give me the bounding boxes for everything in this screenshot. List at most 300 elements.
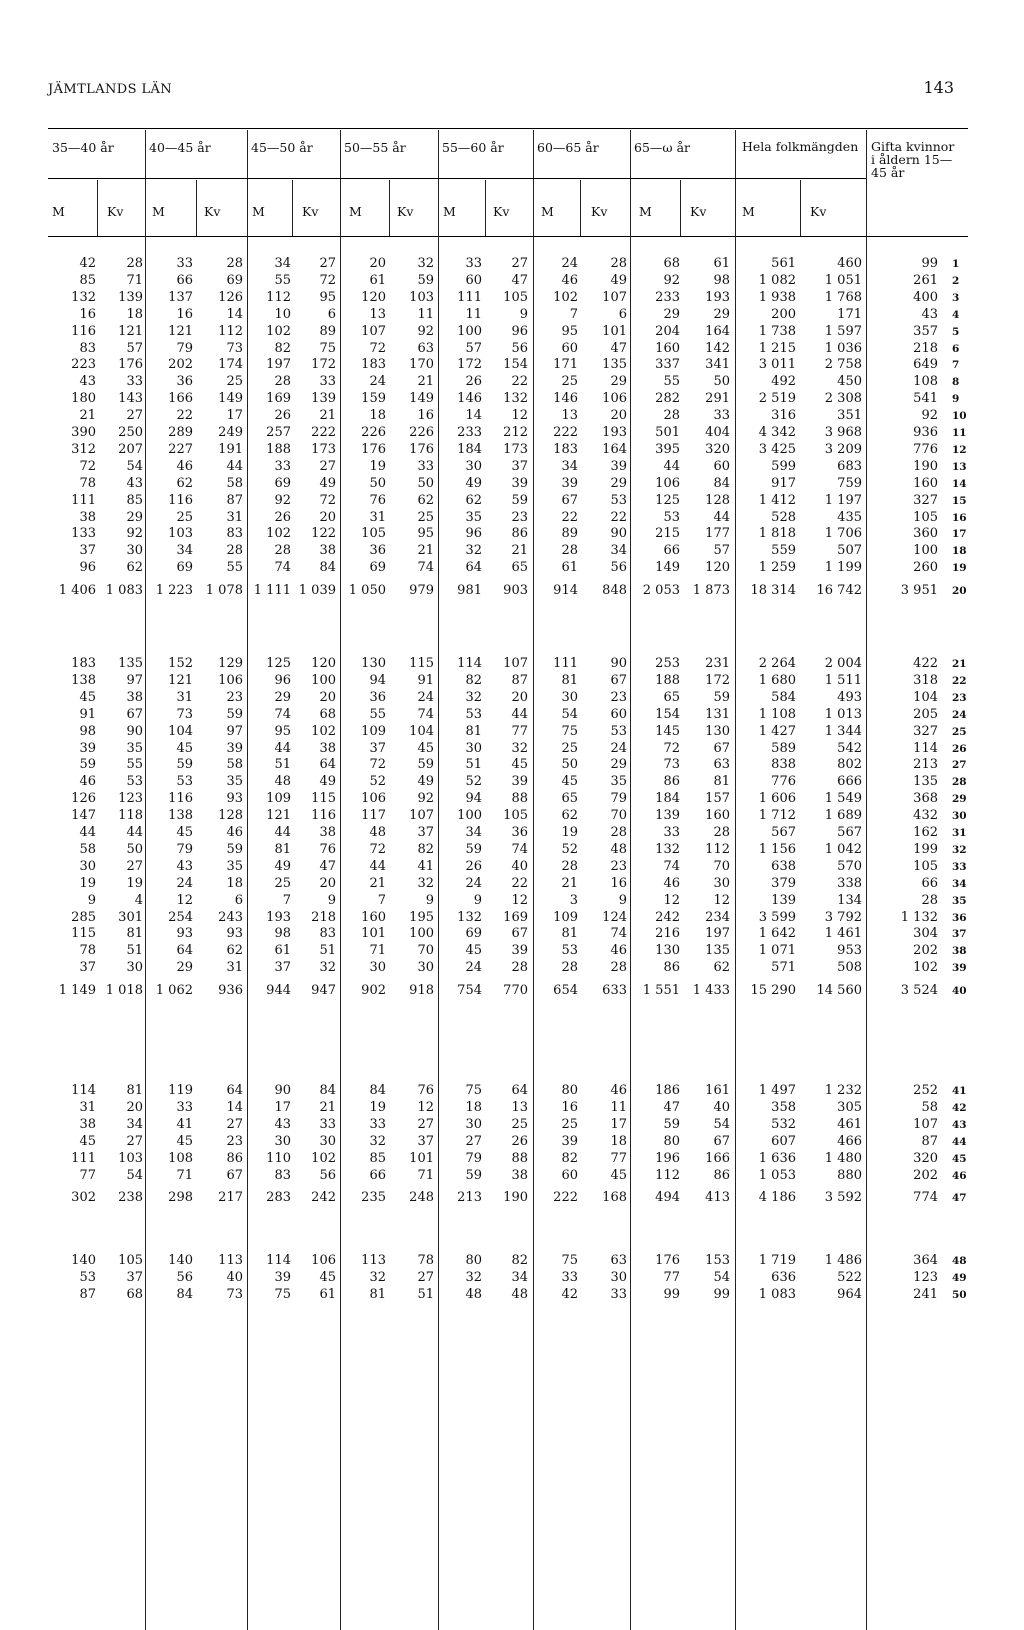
- table-cell: 28: [610, 825, 627, 840]
- table-cell: 154: [503, 357, 528, 373]
- table-cell: 51: [126, 943, 143, 959]
- table-cell: 1 013: [824, 706, 862, 722]
- table-cell: 21: [417, 543, 434, 559]
- table-cell: 291: [705, 391, 730, 407]
- table-cell: 72: [369, 841, 386, 857]
- table-cell: 522: [837, 1269, 862, 1285]
- table-cell: 188: [266, 441, 291, 457]
- table-cell: 28: [511, 960, 528, 976]
- table-cell: 107: [503, 656, 528, 671]
- table-cell: 84: [713, 475, 730, 491]
- table-cell: 58: [79, 841, 96, 857]
- table-cell: 44: [713, 509, 730, 525]
- table-cell: 81: [369, 1286, 386, 1302]
- table-cell: 49: [465, 475, 482, 491]
- table-cell: 96: [274, 672, 291, 688]
- table-cell: 153: [705, 1253, 730, 1268]
- table-cell: 102: [266, 323, 291, 339]
- table-row: [0, 910, 1024, 926]
- table-cell: 19: [561, 825, 578, 840]
- table-cell: 79: [465, 1150, 482, 1166]
- total-cell: 903: [503, 583, 528, 599]
- table-cell: 152: [168, 656, 193, 671]
- table-cell: 320: [913, 1150, 938, 1166]
- table-cell: 59: [176, 757, 193, 773]
- table-cell: 2 264: [758, 656, 796, 671]
- table-cell: 666: [837, 774, 862, 790]
- table-cell: 49: [610, 272, 627, 288]
- table-cell: 25: [226, 374, 243, 390]
- table-cell: 3 968: [824, 425, 862, 440]
- row-number: 43: [952, 1118, 967, 1131]
- table-cell: 92: [417, 791, 434, 807]
- table-cell: 68: [126, 1286, 143, 1302]
- table-cell: 159: [361, 391, 386, 407]
- table-cell: 105: [503, 808, 528, 824]
- table-cell: 105: [913, 858, 938, 874]
- table-cell: 48: [610, 841, 627, 857]
- table-cell: 30: [465, 458, 482, 474]
- table-cell: 50: [713, 374, 730, 390]
- table-cell: 87: [226, 492, 243, 508]
- table-cell: 93: [176, 926, 193, 942]
- total-cell: 848: [602, 583, 627, 599]
- total-cell: 3 951: [900, 583, 938, 599]
- table-cell: 30: [465, 1116, 482, 1132]
- table-cell: 30: [126, 960, 143, 976]
- table-cell: 776: [771, 774, 796, 790]
- table-cell: 953: [837, 943, 862, 959]
- table-cell: 1 053: [758, 1167, 796, 1183]
- table-cell: 101: [409, 1150, 434, 1166]
- table-cell: 102: [311, 723, 336, 739]
- table-cell: 85: [79, 272, 96, 288]
- table-cell: 304: [913, 926, 938, 942]
- table-cell: 44: [274, 825, 291, 840]
- table-cell: 28: [274, 374, 291, 390]
- table-cell: 26: [274, 509, 291, 525]
- table-cell: 30: [274, 1133, 291, 1149]
- table-cell: 89: [561, 526, 578, 542]
- table-cell: 3: [569, 892, 578, 908]
- table-cell: 1 197: [824, 492, 862, 508]
- table-cell: 61: [561, 560, 578, 576]
- table-cell: 82: [274, 340, 291, 356]
- table-cell: 40: [713, 1099, 730, 1115]
- age-group-header: 60—65 år: [537, 140, 599, 155]
- table-cell: 231: [705, 656, 730, 671]
- age-group-header: 35—40 år: [52, 140, 114, 155]
- table-cell: 67: [713, 1133, 730, 1149]
- table-cell: 23: [610, 858, 627, 874]
- table-cell: 1 511: [824, 672, 862, 688]
- table-row: [0, 341, 1024, 357]
- table-row: [0, 526, 1024, 542]
- row-number: 50: [952, 1288, 967, 1301]
- region-title: JÄMTLANDS LÄN: [48, 82, 173, 97]
- table-cell: 176: [409, 441, 434, 457]
- total-cell: 1 873: [692, 583, 730, 599]
- table-cell: 78: [79, 475, 96, 491]
- row-number: 21: [952, 658, 967, 670]
- table-cell: 98: [713, 272, 730, 288]
- table-cell: 149: [409, 391, 434, 407]
- table-cell: 25: [274, 875, 291, 891]
- table-cell: 45: [465, 943, 482, 959]
- table-cell: 99: [713, 1286, 730, 1302]
- table-cell: 27: [226, 1116, 243, 1132]
- table-cell: 105: [913, 509, 938, 525]
- table-cell: 91: [417, 672, 434, 688]
- table-cell: 84: [369, 1083, 386, 1098]
- table-cell: 53: [176, 774, 193, 790]
- total-cell: 235: [361, 1190, 386, 1206]
- table-cell: 202: [913, 943, 938, 959]
- table-cell: 567: [771, 825, 796, 840]
- table-cell: 190: [913, 458, 938, 474]
- table-cell: 74: [274, 706, 291, 722]
- table-cell: 395: [655, 441, 680, 457]
- table-cell: 46: [610, 1083, 627, 1098]
- table-cell: 20: [319, 689, 336, 705]
- table-cell: 51: [417, 1286, 434, 1302]
- table-cell: 71: [176, 1167, 193, 1183]
- table-cell: 49: [319, 774, 336, 790]
- table-cell: 30: [79, 858, 96, 874]
- table-cell: 32: [369, 1133, 386, 1149]
- row-number: 33: [952, 860, 967, 873]
- table-cell: 19: [369, 1099, 386, 1115]
- table-cell: 202: [168, 357, 193, 373]
- table-cell: 36: [369, 543, 386, 559]
- total-cell: 2 053: [642, 583, 680, 599]
- table-row: [0, 442, 1024, 458]
- table-cell: 121: [118, 323, 143, 339]
- table-cell: 649: [913, 357, 938, 373]
- table-cell: 32: [465, 1269, 482, 1285]
- table-cell: 222: [553, 425, 578, 440]
- row-number: 29: [952, 793, 967, 806]
- table-cell: 561: [771, 256, 796, 271]
- row-number: 10: [952, 410, 967, 423]
- table-cell: 128: [218, 808, 243, 824]
- table-cell: 103: [168, 526, 193, 542]
- table-cell: 172: [705, 672, 730, 688]
- table-cell: 30: [319, 1133, 336, 1149]
- table-cell: 29: [610, 475, 627, 491]
- total-cell: 1 018: [105, 983, 143, 999]
- table-cell: 123: [913, 1269, 938, 1285]
- table-cell: 33: [465, 256, 482, 271]
- table-cell: 56: [319, 1167, 336, 1183]
- table-cell: 2 519: [758, 391, 796, 407]
- table-cell: 6: [618, 306, 627, 322]
- table-cell: 327: [913, 723, 938, 739]
- table-cell: 69: [226, 272, 243, 288]
- table-cell: 63: [610, 1253, 627, 1268]
- table-cell: 559: [771, 543, 796, 559]
- row-number: 8: [952, 376, 960, 389]
- table-cell: 3 792: [824, 909, 862, 925]
- table-cell: 1 051: [824, 272, 862, 288]
- table-cell: 80: [465, 1253, 482, 1268]
- table-cell: 257: [266, 425, 291, 440]
- table-cell: 95: [417, 526, 434, 542]
- table-cell: 35: [226, 774, 243, 790]
- row-number: 34: [952, 877, 967, 890]
- table-cell: 48: [369, 825, 386, 840]
- table-row: [0, 690, 1024, 706]
- table-cell: 114: [266, 1253, 291, 1268]
- table-cell: 234: [705, 909, 730, 925]
- table-cell: 4: [134, 892, 143, 908]
- table-cell: 45: [79, 1133, 96, 1149]
- table-cell: 59: [79, 757, 96, 773]
- table-cell: 289: [168, 425, 193, 440]
- table-cell: 102: [913, 960, 938, 976]
- table-cell: 95: [319, 289, 336, 305]
- table-cell: 32: [465, 543, 482, 559]
- table-cell: 33: [713, 408, 730, 424]
- table-cell: 1 689: [824, 808, 862, 824]
- table-cell: 759: [837, 475, 862, 491]
- table-cell: 33: [319, 374, 336, 390]
- table-cell: 20: [369, 256, 386, 271]
- table-cell: 35: [126, 740, 143, 756]
- sub-header-kv: Kv: [493, 204, 510, 219]
- table-cell: 140: [71, 1253, 96, 1268]
- table-cell: 139: [311, 391, 336, 407]
- row-number: 26: [952, 742, 967, 755]
- table-cell: 114: [457, 656, 482, 671]
- table-cell: 94: [465, 791, 482, 807]
- sub-header-kv: Kv: [204, 204, 221, 219]
- table-cell: 112: [655, 1167, 680, 1183]
- table-cell: 81: [561, 926, 578, 942]
- table-cell: 60: [713, 458, 730, 474]
- table-cell: 74: [610, 926, 627, 942]
- table-cell: 132: [655, 841, 680, 857]
- table-cell: 9: [87, 892, 96, 908]
- total-cell: 248: [409, 1190, 434, 1206]
- table-cell: 301: [118, 909, 143, 925]
- table-cell: 30: [610, 1269, 627, 1285]
- total-cell: 217: [218, 1190, 243, 1206]
- table-cell: 71: [126, 272, 143, 288]
- table-cell: 51: [274, 757, 291, 773]
- table-cell: 104: [409, 723, 434, 739]
- total-cell: 14 560: [816, 983, 862, 999]
- table-cell: 53: [561, 943, 578, 959]
- table-cell: 45: [176, 825, 193, 840]
- table-cell: 67: [561, 492, 578, 508]
- table-cell: 96: [79, 560, 96, 576]
- table-cell: 318: [913, 672, 938, 688]
- table-cell: 176: [361, 441, 386, 457]
- table-cell: 110: [266, 1150, 291, 1166]
- table-cell: 70: [417, 943, 434, 959]
- table-cell: 71: [369, 943, 386, 959]
- table-cell: 112: [705, 841, 730, 857]
- table-cell: 233: [457, 425, 482, 440]
- table-cell: 493: [837, 689, 862, 705]
- table-cell: 34: [610, 543, 627, 559]
- table-cell: 101: [361, 926, 386, 942]
- table-cell: 14: [226, 306, 243, 322]
- table-cell: 161: [705, 1083, 730, 1098]
- table-cell: 122: [311, 526, 336, 542]
- table-row: [0, 656, 1024, 672]
- table-cell: 106: [311, 1253, 336, 1268]
- sub-header-kv: Kv: [397, 204, 414, 219]
- table-cell: 74: [417, 706, 434, 722]
- table-cell: 99: [663, 1286, 680, 1302]
- table-cell: 216: [655, 926, 680, 942]
- table-cell: 115: [71, 926, 96, 942]
- table-row: [0, 560, 1024, 576]
- table-cell: 43: [126, 475, 143, 491]
- table-cell: 72: [369, 340, 386, 356]
- table-cell: 139: [118, 289, 143, 305]
- table-cell: 11: [417, 306, 434, 322]
- table-cell: 3 209: [824, 441, 862, 457]
- total-cell: 3 524: [900, 983, 938, 999]
- table-cell: 27: [126, 858, 143, 874]
- table-cell: 67: [126, 706, 143, 722]
- table-cell: 54: [713, 1269, 730, 1285]
- table-cell: 59: [465, 1167, 482, 1183]
- table-cell: 102: [311, 1150, 336, 1166]
- table-cell: 584: [771, 689, 796, 705]
- table-cell: 103: [409, 289, 434, 305]
- table-cell: 460: [837, 256, 862, 271]
- total-cell: 1 223: [155, 583, 193, 599]
- table-cell: 111: [71, 492, 96, 508]
- total-cell: 298: [168, 1190, 193, 1206]
- table-row: [0, 357, 1024, 373]
- table-cell: 52: [465, 774, 482, 790]
- table-cell: 55: [663, 374, 680, 390]
- table-cell: 34: [176, 543, 193, 559]
- table-cell: 25: [176, 509, 193, 525]
- table-cell: 162: [913, 825, 938, 840]
- table-cell: 64: [319, 757, 336, 773]
- table-cell: 154: [655, 706, 680, 722]
- table-cell: 66: [921, 875, 938, 891]
- table-cell: 28: [274, 543, 291, 559]
- table-cell: 135: [602, 357, 627, 373]
- table-cell: 39: [561, 475, 578, 491]
- table-cell: 52: [561, 841, 578, 857]
- table-cell: 166: [705, 1150, 730, 1166]
- table-cell: 160: [705, 808, 730, 824]
- table-cell: 32: [369, 1269, 386, 1285]
- total-row: [0, 983, 1024, 999]
- table-cell: 964: [837, 1286, 862, 1302]
- table-cell: 7: [569, 306, 578, 322]
- table-cell: 81: [713, 774, 730, 790]
- table-cell: 46: [663, 875, 680, 891]
- table-row: [0, 876, 1024, 892]
- table-cell: 1 818: [758, 526, 796, 542]
- table-row: [0, 459, 1024, 475]
- table-cell: 1 108: [758, 706, 796, 722]
- table-cell: 193: [602, 425, 627, 440]
- table-cell: 66: [176, 272, 193, 288]
- table-cell: 33: [369, 1116, 386, 1132]
- table-cell: 683: [837, 458, 862, 474]
- table-cell: 60: [561, 1167, 578, 1183]
- table-cell: 95: [274, 723, 291, 739]
- total-cell: 494: [655, 1190, 680, 1206]
- row-number: 35: [952, 894, 967, 907]
- table-cell: 195: [409, 909, 434, 925]
- subcolumn-divider: [485, 180, 486, 236]
- table-cell: 53: [465, 706, 482, 722]
- table-cell: 1 082: [758, 272, 796, 288]
- table-cell: 133: [71, 526, 96, 542]
- table-cell: 38: [319, 543, 336, 559]
- table-cell: 38: [319, 740, 336, 756]
- table-cell: 57: [465, 340, 482, 356]
- table-row: [0, 825, 1024, 841]
- table-cell: 53: [610, 723, 627, 739]
- table-cell: 83: [319, 926, 336, 942]
- table-cell: 29: [274, 689, 291, 705]
- table-cell: 21: [417, 374, 434, 390]
- table-cell: 45: [176, 1133, 193, 1149]
- table-cell: 37: [79, 543, 96, 559]
- table-cell: 50: [417, 475, 434, 491]
- table-cell: 33: [319, 1116, 336, 1132]
- table-cell: 25: [417, 509, 434, 525]
- table-cell: 57: [713, 543, 730, 559]
- table-cell: 11: [465, 306, 482, 322]
- table-cell: 105: [503, 289, 528, 305]
- table-cell: 87: [79, 1286, 96, 1302]
- table-cell: 7: [377, 892, 386, 908]
- row-number: 20: [952, 585, 967, 598]
- table-cell: 100: [913, 543, 938, 559]
- table-cell: 115: [311, 791, 336, 807]
- table-cell: 24: [369, 374, 386, 390]
- table-cell: 68: [319, 706, 336, 722]
- sub-header-kv: Kv: [690, 204, 707, 219]
- table-cell: 79: [610, 791, 627, 807]
- table-cell: 83: [274, 1167, 291, 1183]
- table-cell: 98: [79, 723, 96, 739]
- table-cell: 1 232: [824, 1083, 862, 1098]
- table-cell: 1 597: [824, 323, 862, 339]
- table-cell: 30: [713, 875, 730, 891]
- table-cell: 193: [266, 909, 291, 925]
- table-cell: 116: [168, 791, 193, 807]
- table-cell: 27: [126, 1133, 143, 1149]
- table-cell: 102: [266, 526, 291, 542]
- table-cell: 53: [610, 492, 627, 508]
- table-cell: 170: [409, 357, 434, 373]
- table-cell: 13: [369, 306, 386, 322]
- table-cell: 142: [705, 340, 730, 356]
- table-cell: 105: [118, 1253, 143, 1268]
- age-group-header: 40—45 år: [149, 140, 211, 155]
- table-cell: 61: [369, 272, 386, 288]
- table-cell: 364: [913, 1253, 938, 1268]
- row-number: 24: [952, 708, 967, 721]
- table-cell: 73: [226, 340, 243, 356]
- table-cell: 18: [126, 306, 143, 322]
- table-cell: 139: [771, 892, 796, 908]
